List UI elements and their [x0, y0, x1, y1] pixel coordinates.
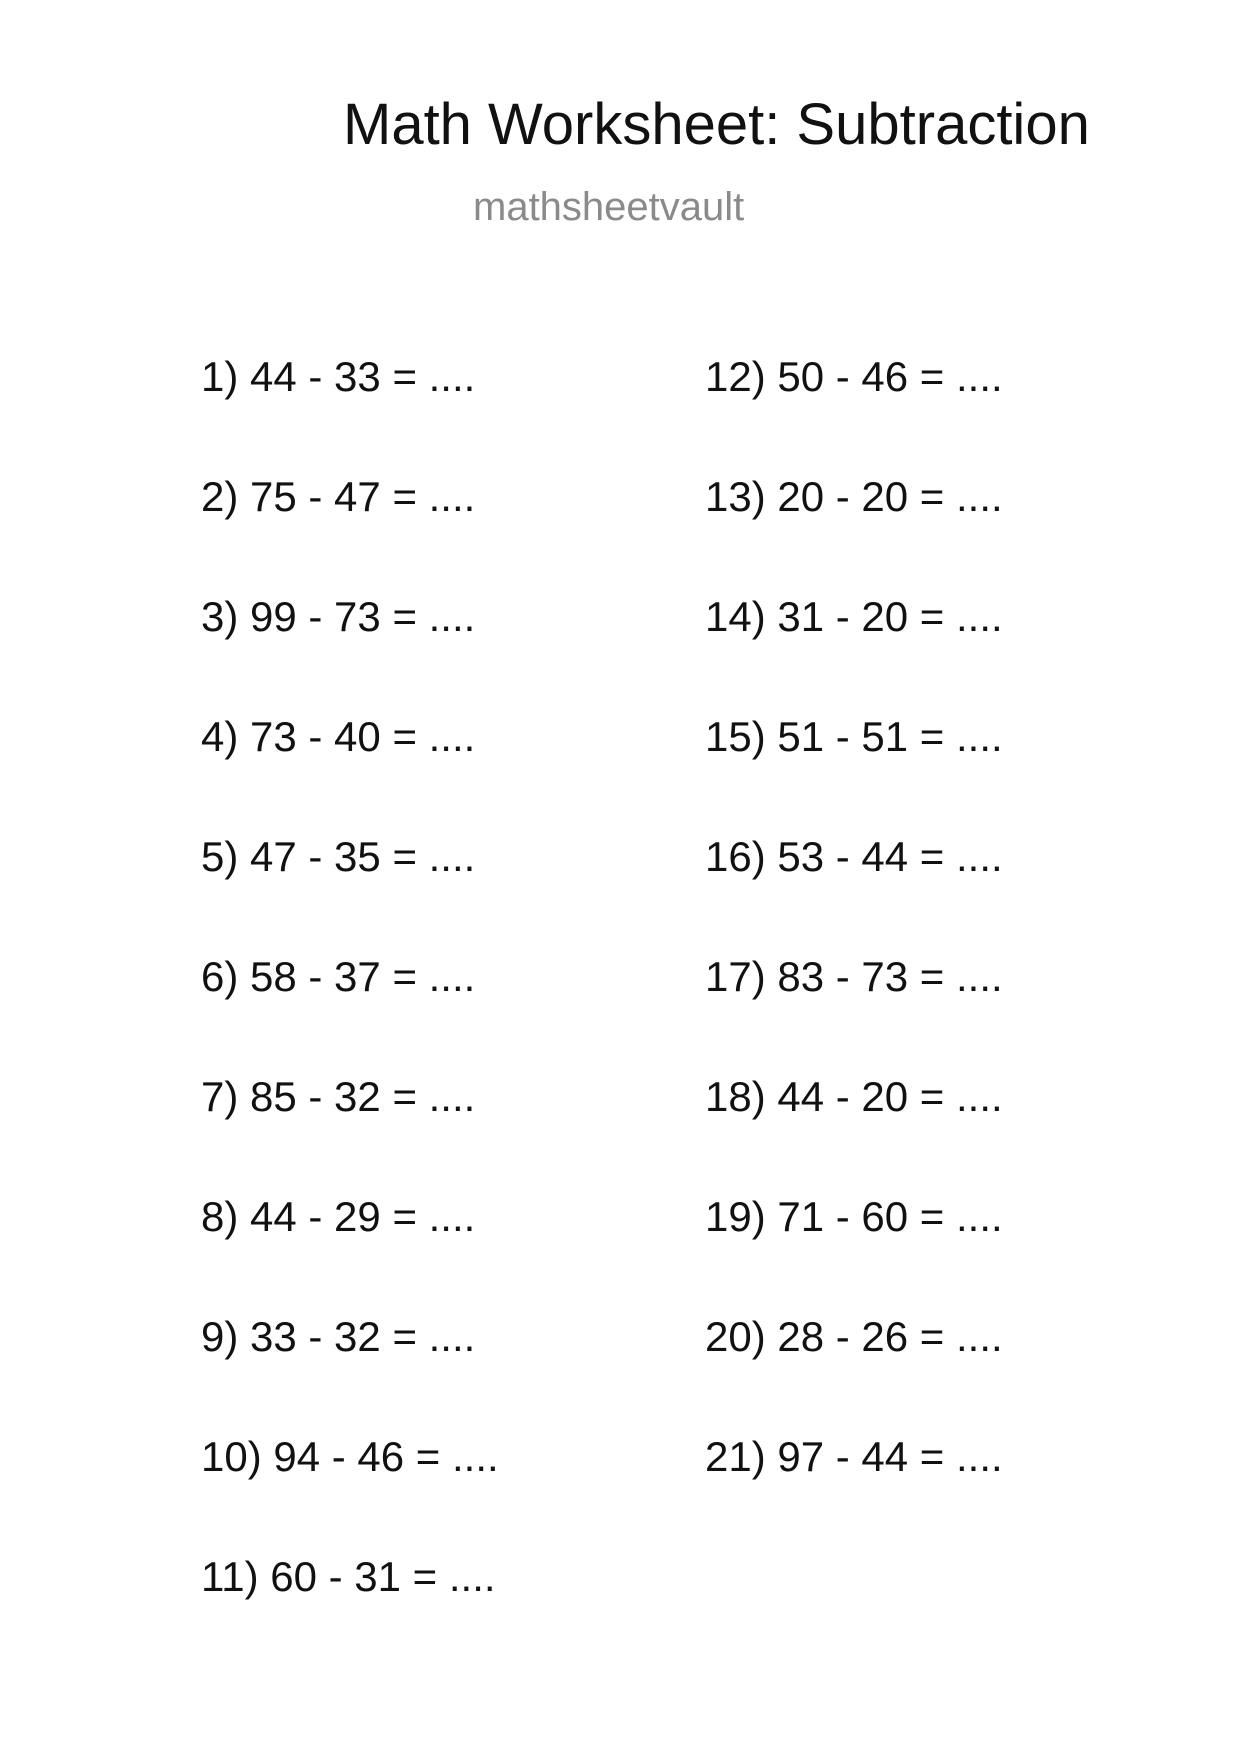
problem-12: 12) 50 - 46 = .... [705, 353, 1003, 400]
problem-11: 11) 60 - 31 = .... [201, 1553, 496, 1600]
problem-18: 18) 44 - 20 = .... [705, 1073, 1003, 1120]
problem-16: 16) 53 - 44 = .... [705, 833, 1003, 880]
problem-4: 4) 73 - 40 = .... [201, 713, 476, 760]
problem-10: 10) 94 - 46 = .... [201, 1433, 499, 1480]
problem-1: 1) 44 - 33 = .... [201, 353, 476, 400]
problem-3: 3) 99 - 73 = .... [201, 593, 476, 640]
problem-7: 7) 85 - 32 = .... [201, 1073, 476, 1120]
problem-6: 6) 58 - 37 = .... [201, 953, 476, 1000]
problem-17: 17) 83 - 73 = .... [705, 953, 1003, 1000]
problem-5: 5) 47 - 35 = .... [201, 833, 476, 880]
problem-8: 8) 44 - 29 = .... [201, 1193, 476, 1240]
problem-14: 14) 31 - 20 = .... [705, 593, 1003, 640]
problem-2: 2) 75 - 47 = .... [201, 473, 476, 520]
problem-13: 13) 20 - 20 = .... [705, 473, 1003, 520]
problem-21: 21) 97 - 44 = .... [705, 1433, 1003, 1480]
problem-20: 20) 28 - 26 = .... [705, 1313, 1003, 1360]
worksheet-title: Math Worksheet: Subtraction [343, 92, 1090, 157]
worksheet-source: mathsheetvault [473, 185, 745, 229]
problem-19: 19) 71 - 60 = .... [705, 1193, 1003, 1240]
problem-9: 9) 33 - 32 = .... [201, 1313, 476, 1360]
problem-15: 15) 51 - 51 = .... [705, 713, 1003, 760]
